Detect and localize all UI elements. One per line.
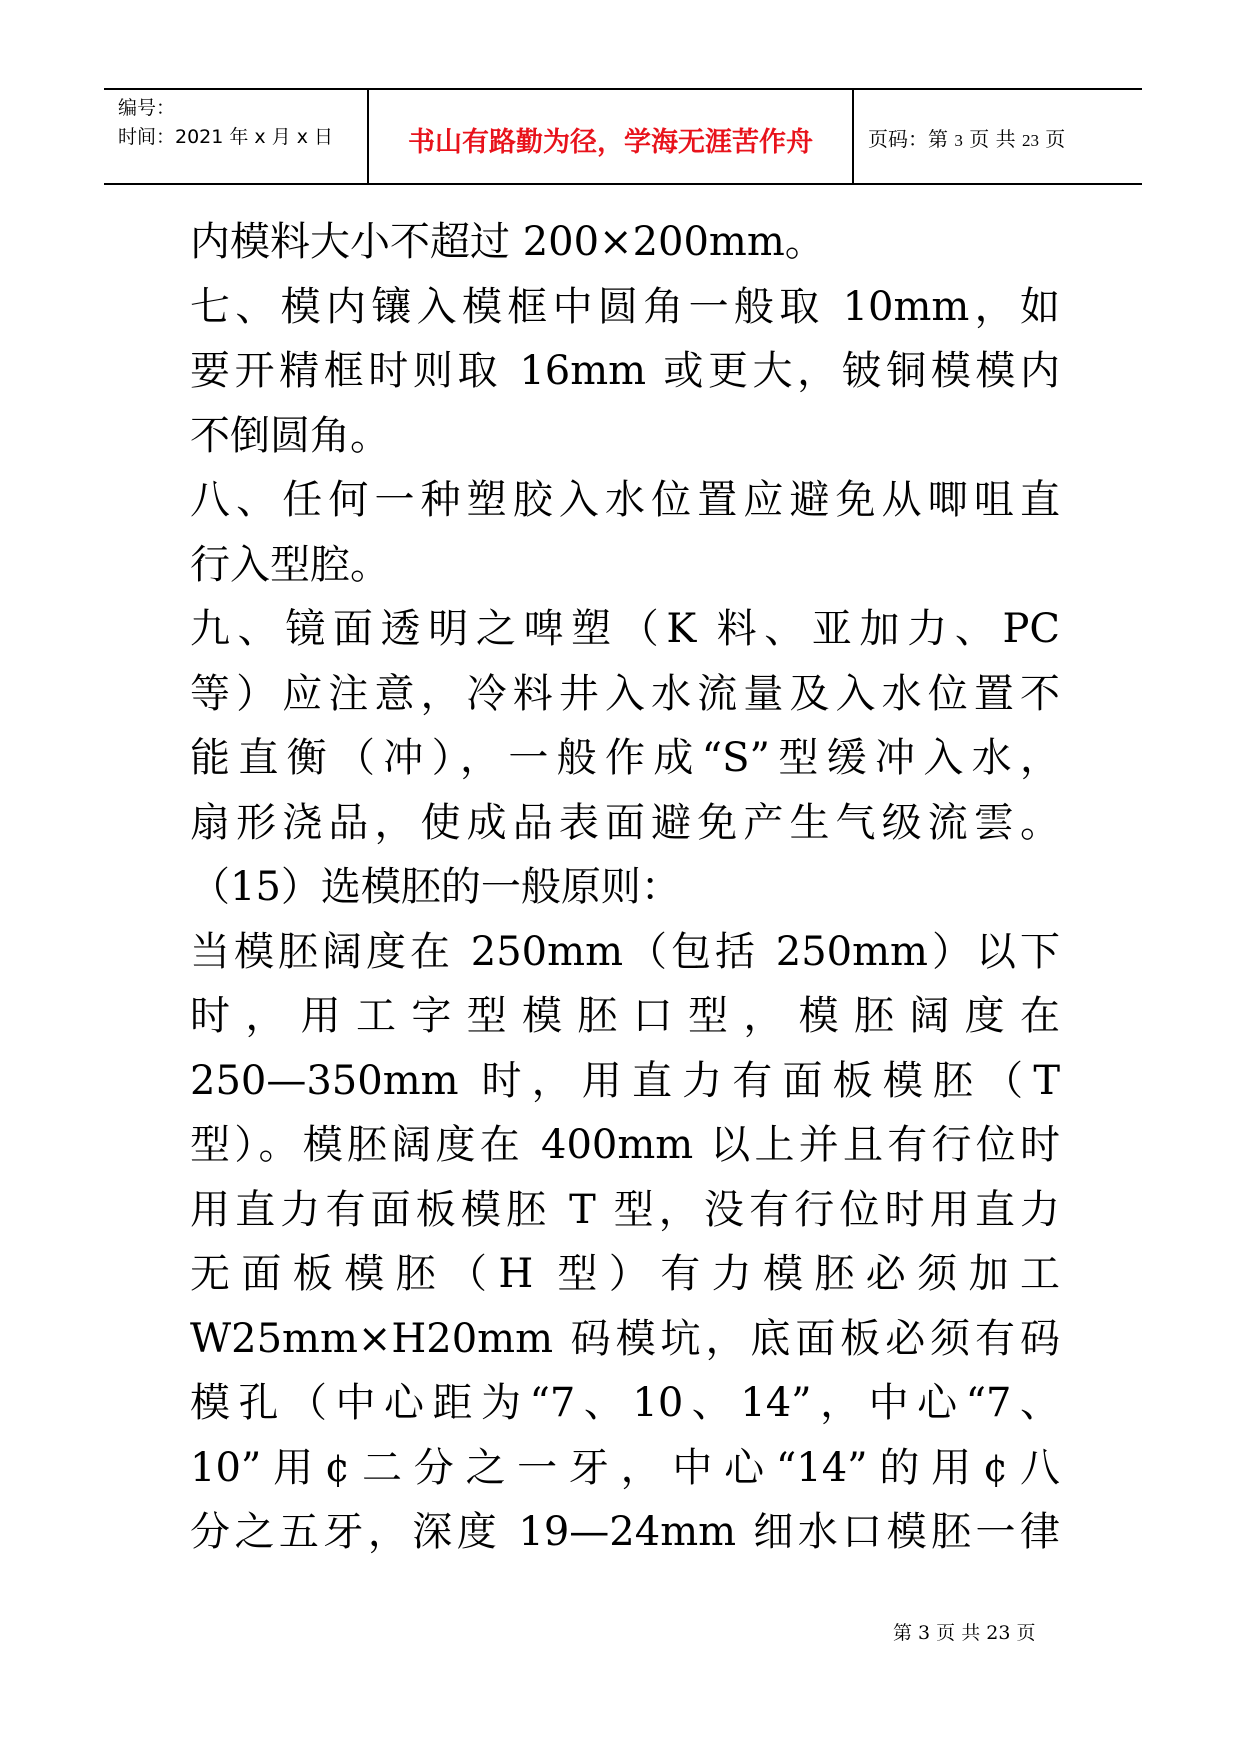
header-divider: [852, 90, 854, 183]
text-line: 能直衡（冲），一般作成“S”型缓冲入水，: [190, 735, 1060, 781]
text-line: 用直力有面板模胚 T 型，没有行位时用直力: [190, 1186, 1060, 1233]
header-page-number: [868, 123, 1065, 152]
text-line: 当模胚阔度在 250mm（包括 250mm）以下: [190, 928, 1060, 975]
text-line: 模孔（中心距为“7、10、14”，中心“7、: [190, 1380, 1060, 1426]
text-line: 时，用工字型模胚口型，模胚阔度在: [190, 993, 1060, 1039]
text-line: 九、镜面透明之啤塑（K 料、亚加力、PC: [190, 606, 1060, 652]
page-header: [104, 88, 1142, 185]
time-label: 时间：2021 年 x 月 x 日: [118, 126, 334, 148]
text-line: 八、任何一种塑胶入水位置应避免从唧咀直: [190, 477, 1060, 523]
text-line: 10”用¢二分之一牙，中心“14”的用¢八: [190, 1444, 1060, 1491]
header-meta: [118, 94, 333, 152]
text-line: 分之五牙，深度 19—24mm 细水口模胚一律: [190, 1509, 1060, 1555]
document-body: [190, 210, 1060, 1565]
text-line: 250—350mm 时，用直力有面板模胚（T: [190, 1057, 1060, 1104]
page-suffix: 页: [1045, 127, 1066, 151]
text-line: 等）应注意，冷料井入水流量及入水位置不: [190, 670, 1060, 717]
text-line: 扇形浇品，使成品表面避免产生气级流雲。: [190, 799, 1060, 846]
text-line: W25mm×H20mm 码模坑，底面板必须有码: [190, 1315, 1060, 1362]
text-line: 不倒圆角。: [190, 412, 390, 459]
header-motto: 书山有路勤为径，学海无涯苦作舟: [408, 127, 813, 158]
page-total: 23: [1021, 131, 1039, 150]
text-line: 要开精框时则取 16mm 或更大，铍铜模模内: [190, 348, 1060, 394]
page-footer: 第 3 页 共 23 页: [893, 1622, 1036, 1644]
text-line: 内模料大小不超过 200×200mm。: [190, 219, 825, 265]
serial-label: 编号：: [118, 97, 176, 119]
text-line: （15）选模胚的一般原则：: [190, 864, 681, 910]
page-prefix: 页码：第: [868, 127, 948, 151]
text-line: 无面板模胚（H 型）有力模胚必须加工: [190, 1251, 1060, 1297]
text-line: 行入型腔。: [190, 541, 390, 588]
text-line: 七、模内镶入模框中圆角一般取 10mm，如: [190, 283, 1060, 330]
page-mid: 页 共: [969, 127, 1016, 151]
page-current: 3: [954, 131, 963, 150]
text-line: 型）。模胚阔度在 400mm 以上并且有行位时: [190, 1122, 1060, 1168]
